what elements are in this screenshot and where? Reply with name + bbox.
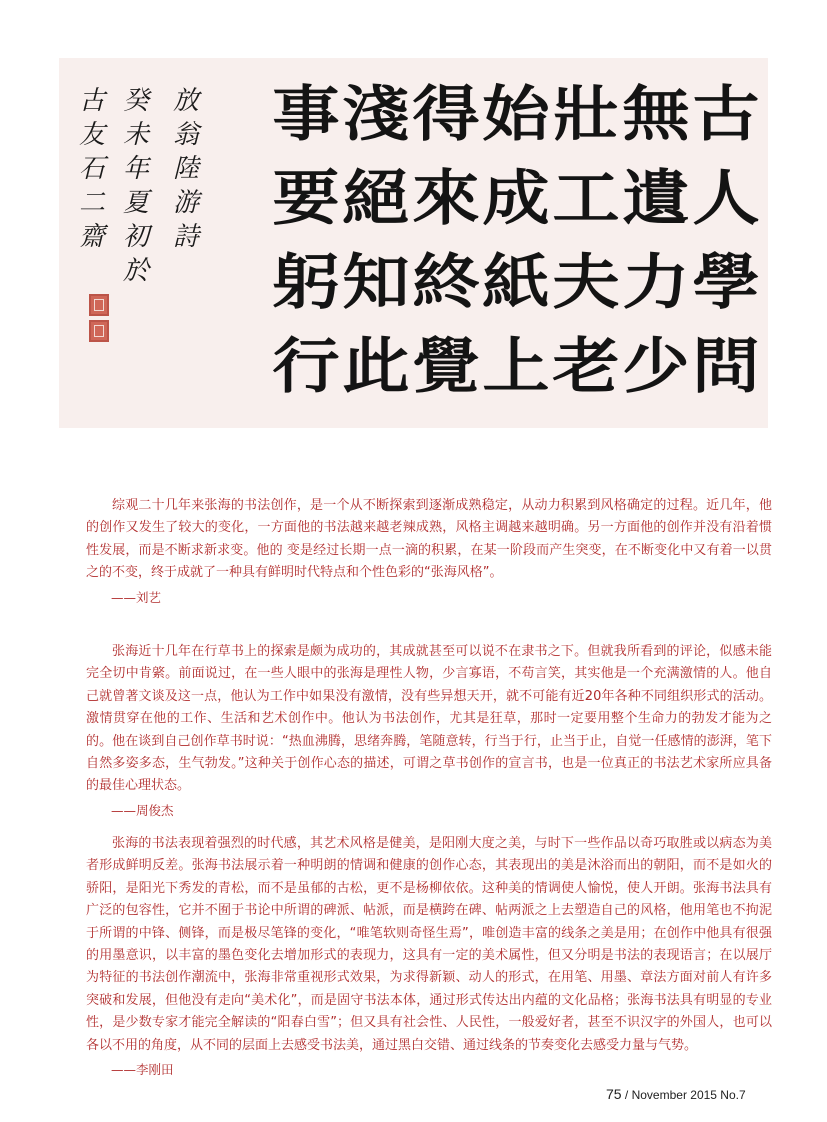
- calligraphy-glyph: 得: [412, 80, 480, 150]
- page-number: 75: [606, 1086, 622, 1102]
- calligraphy-glyph: 老: [552, 332, 620, 402]
- calligraphy-glyph: 事: [272, 80, 340, 150]
- page-footer: [606, 1086, 746, 1102]
- poem-columns: [272, 68, 760, 418]
- essay-paragraph: 张海的书法表现着强烈的时代感，其艺术风格是健美，是阳刚大度之美，与时下一些作品以奇巧取胜或以病态为美者形成鲜明反差。张海书法展示着一种明朗的情调和健康的创作心态，其表现出的美是沐浴而出的朝阳，而不是如火的骄阳，是阳光下秀发的青松，而不是虽郁的古松，更不是杨柳依依。这种美的情调使人愉悦，使人开朗。张海书法具有广泛的包容性，它并不囿于书论中所谓的碑派、帖派，而是横跨在碑、帖两派之上去塑造自己的风格，他用笔也不拘泥于所谓的中锋、侧锋，而是极尽笔锋的变化，“唯笔软则奇怪生焉”，唯创造丰富的线条之美是用；在创作中他具有很强的用墨意识，以丰富的墨色变化去增加形式的表现力，这具有一定的美术属性，但又分明是书法的表现语言；在以展厅为特征的书法创作潮流中，张海非常重视形式效果，为求得新颖、动人的形式，在用笔、用墨、章法方面对前人有许多突破和发展，但他没有走向“美术化”，而是固守书法本体，通过形式传达出内蕴的文化品格；张海书法具有明显的专业性，是少数专家才能完全解读的“阳春白雪”；但又具有社会性、人民性，一般爱好者，甚至不识汉字的外国人，也可以各以不用的角度，从不同的层面上去感受书法美，通过黑白交错、通过线条的节奏变化去感受力量与气势。: [86, 836, 772, 1053]
- inscription-glyph: 石: [78, 154, 105, 184]
- calligraphy-glyph: 此: [342, 332, 410, 402]
- inscription-glyph: 未: [122, 120, 149, 150]
- calligraphy-artwork: [59, 58, 768, 428]
- calligraphy-glyph: 問: [692, 332, 760, 402]
- essay-author: ——周俊杰: [111, 802, 174, 818]
- essay-block: [86, 495, 772, 609]
- essay-paragraph: 张海近十几年在行草书上的探索是颇为成功的，其成就甚至可以说不在隶书之下。但就我所看到的评论，似感未能完全切中肯綮。前面说过，在一些人眼中的张海是理性人物，少言寡语，不苟言笑，其实他是一个充满激情的人。他自己就曾著文谈及这一点，他认为工作中如果没有激情，没有些异想天开，就不可能有近20年各种不同组织形式的活动。激情贯穿在他的工作、生活和艺术创作中。他认为书法创作，尤其是狂草，那时一定要用整个生命力的勃发才能为之的。他在谈到自己创作草书时说：“热血沸腾，思绪奔腾，笔随意转，行当于行，止当于止，自觉一任感情的澎湃，笔下自然多姿多态，生气勃发。”这种关于创作心态的描述，可谓之草书创作的宣言书，也是一位真正的书法艺术家所应具备的最佳心理状态。: [86, 644, 772, 794]
- calligraphy-glyph: 覺: [412, 332, 480, 402]
- inscription-glyph: 年: [122, 154, 149, 184]
- essay-author: ——刘艺: [111, 589, 162, 605]
- inscription-glyph: 齋: [78, 222, 105, 252]
- calligraphy-glyph: 絕: [342, 164, 410, 234]
- calligraphy-glyph: 知: [342, 248, 410, 318]
- inscription-glyph: 翁: [172, 120, 199, 150]
- calligraphy-glyph: 少: [622, 332, 690, 402]
- calligraphy-glyph: 來: [412, 164, 480, 234]
- calligraphy-glyph: 始: [482, 80, 550, 150]
- calligraphy-glyph: 力: [622, 248, 690, 318]
- poem-column: [272, 68, 340, 406]
- seal-stamp: [89, 294, 109, 316]
- calligraphy-glyph: 紙: [482, 248, 550, 318]
- inscription-column: [121, 84, 151, 288]
- poem-column: [552, 68, 620, 406]
- calligraphy-glyph: 躬: [272, 248, 340, 318]
- inscription-glyph: 游: [172, 188, 199, 218]
- essay-paragraph: 综观二十几年来张海的书法创作，是一个从不断探索到逐渐成熟稳定，从动力积累到风格确定的过程。近几年，他的创作又发生了较大的变化，一方面他的书法越来越老辣成熟，风格主调越来越明确。另一方面他的创作并没有沿着惯性发展，而是不断求新求变。他的 变是经过长期一点一滴的积累，在某一阶段而产生突变，在不断变化中又有着一以贯之的不变，终于成就了一种具有鲜明时代特点和个性色彩的“张海风格”。: [86, 498, 772, 581]
- calligraphy-glyph: 淺: [342, 80, 410, 150]
- essay-block: [86, 641, 772, 822]
- calligraphy-glyph: 無: [622, 80, 690, 150]
- calligraphy-glyph: 要: [272, 164, 340, 234]
- essay-author: ——李刚田: [111, 1062, 174, 1078]
- calligraphy-glyph: 夫: [552, 248, 620, 318]
- calligraphy-glyph: 古: [692, 80, 760, 150]
- poem-column: [482, 68, 550, 406]
- calligraphy-glyph: 上: [482, 332, 550, 402]
- calligraphy-glyph: 學: [692, 248, 760, 318]
- calligraphy-glyph: 遺: [622, 164, 690, 234]
- inscription-glyph: 詩: [172, 222, 199, 252]
- calligraphy-glyph: 工: [552, 164, 620, 234]
- inscription-glyph: 初: [122, 222, 149, 252]
- inscription-glyph: 癸: [122, 86, 149, 116]
- issue-label: / November 2015 No.7: [624, 1088, 746, 1102]
- poem-column: [342, 68, 410, 406]
- calligraphy-glyph: 終: [412, 248, 480, 318]
- inscription-glyph: 於: [122, 256, 149, 286]
- inscription-glyph: 夏: [122, 188, 149, 218]
- calligraphy-glyph: 壯: [552, 80, 620, 150]
- poem-column: [692, 68, 760, 406]
- calligraphy-glyph: 人: [692, 164, 760, 234]
- poem-column: [412, 68, 480, 406]
- seal-stamp: [89, 320, 109, 342]
- essay-block: [86, 833, 772, 1081]
- inscription-glyph: 友: [78, 120, 105, 150]
- inscription-glyph: 古: [78, 86, 105, 116]
- inscription-glyph: 陸: [172, 154, 199, 184]
- poem-column: [622, 68, 690, 406]
- inscription-column: [77, 84, 107, 254]
- calligraphy-glyph: 成: [482, 164, 550, 234]
- inscription-glyph: 放: [172, 86, 199, 116]
- calligraphy-glyph: 行: [272, 332, 340, 402]
- inscription-column: [171, 84, 201, 254]
- inscription-glyph: 二: [78, 188, 105, 218]
